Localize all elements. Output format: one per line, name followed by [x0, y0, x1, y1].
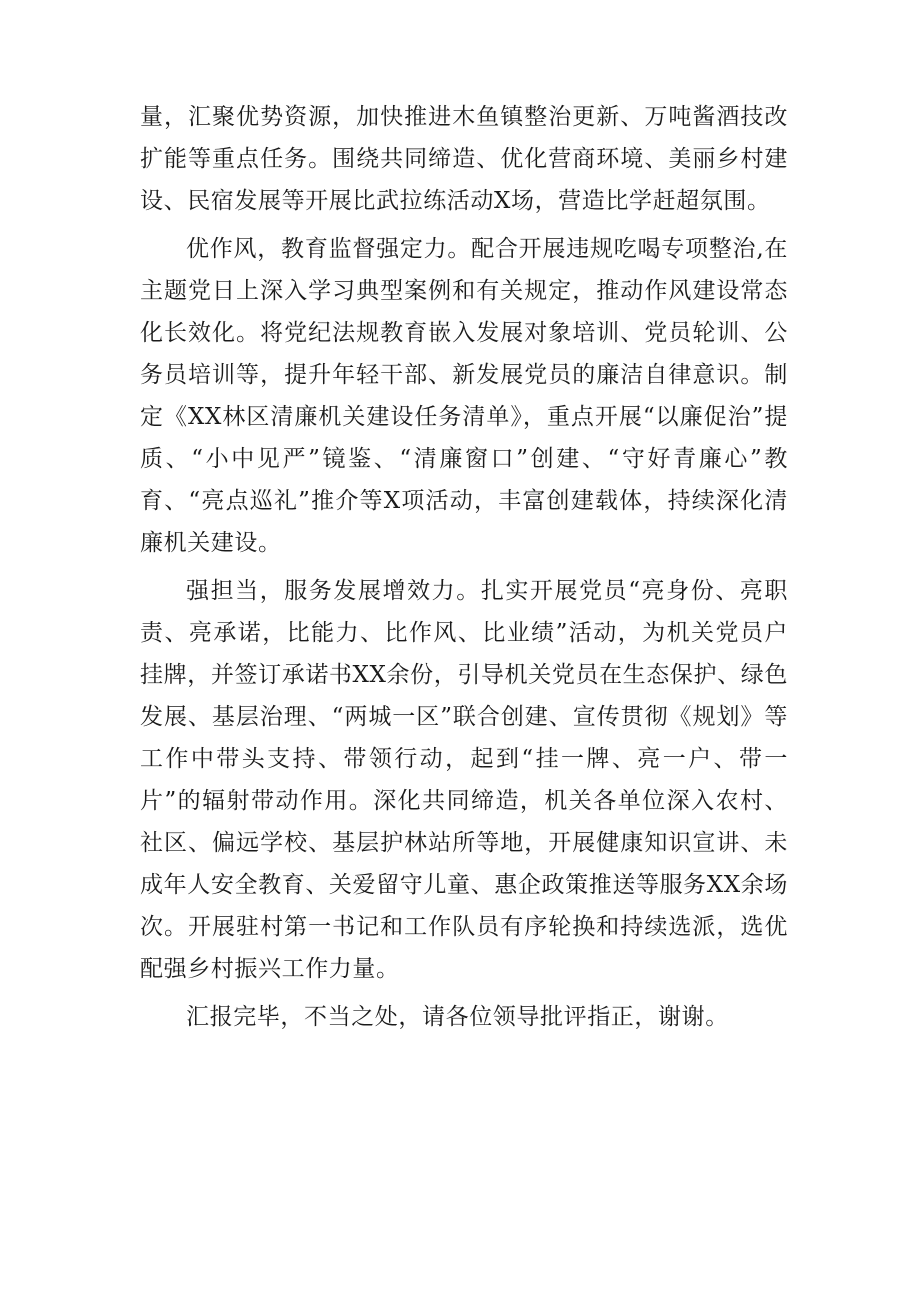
paragraph-work-style: 优作风，教育监督强定力。配合开展违规吃喝专项整治,在主题党日上深入学习典型案例和有关规定，推动作风建设常态化长效化。将党纪法规教育嵌入发展对象培训、党员轮训、公务员培训等，提升年轻干部、新发展党员的廉洁自律意识。制定《XX林区清廉机关建设任务清单》，重点开展“以廉促治”提质、“小中见严”镜鉴、“清廉窗口”创建、“守好青廉心”教育、“亮点巡礼”推介等X项活动，丰富创建载体，持续深化清廉机关建设。: [140, 236, 788, 556]
paragraph-continuation: 量，汇聚优势资源，加快推进木鱼镇整治更新、万吨酱酒技改扩能等重点任务。围绕共同缔造、优化营商环境、美丽乡村建设、民宿发展等开展比武拉练活动X场，营造比学赶超氛围。: [140, 104, 788, 214]
paragraph-responsibility: 强担当，服务发展增效力。扎实开展党员“亮身份、亮职责、亮承诺，比能力、比作风、比业绩”活动，为机关党员户挂牌，并签订承诺书XX余份，引导机关党员在生态保护、绿色发展、基层治理、“两城一区”联合创建、宣传贯彻《规划》等工作中带头支持、带领行动，起到“挂一牌、亮一户、带一片”的辐射带动作用。深化共同缔造，机关各单位深入农村、社区、偏远学校、基层护林站所等地，开展健康知识宣讲、未成年人安全教育、关爱留守儿童、惠企政策推送等服务XX余场次。开展驻村第一书记和工作队员有序轮换和持续选派，选优配强乡村振兴工作力量。: [140, 578, 788, 982]
paragraph-closing: 汇报完毕，不当之处，请各位领导批评指正，谢谢。: [186, 1004, 729, 1030]
document-body: [140, 96, 788, 1038]
